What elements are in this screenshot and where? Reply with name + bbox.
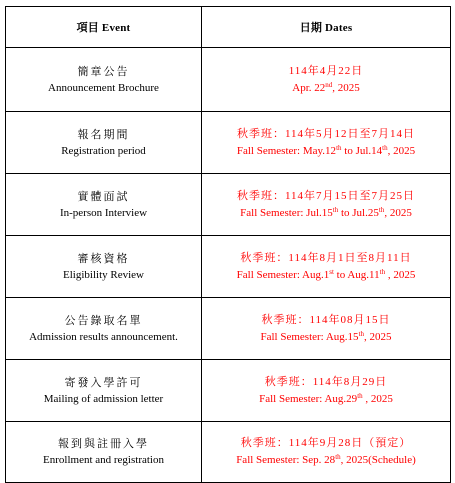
date-english-part: , 2025 [387,144,416,157]
ordinal-suffix: th [336,143,342,152]
table-row [6,298,451,360]
date-english-part: , 2025 [332,81,360,94]
ordinal-suffix: th [382,143,388,152]
date-cell [202,112,451,174]
event-cell [6,112,202,174]
table-row [6,360,451,422]
event-name-chinese: 公告錄取名單 [64,314,143,327]
event-cell [6,174,202,236]
event-name-chinese: 審核資格 [77,252,130,265]
date-chinese: 秋季班：114年08月15日 [261,313,391,326]
date-cell [202,422,451,483]
date-chinese: 秋季班：114年8月29日 [264,375,388,388]
event-name-english: Registration period [61,144,146,157]
date-cell [202,360,451,422]
event-cell [6,422,202,483]
event-name-chinese: 報名期間 [77,128,130,141]
ordinal-suffix: nd [325,80,333,89]
event-name-english: Eligibility Review [63,268,144,281]
date-english-part: Fall Semester: Aug.1 [236,268,330,281]
date-english [206,143,446,160]
date-cell [202,236,451,298]
ordinal-suffix: th [335,453,341,461]
date-cell [202,48,451,112]
event-name-english: Announcement Brochure [48,81,159,94]
event-cell [6,360,202,422]
date-english-part: Fall Semester: Jul.15 [240,206,333,219]
date-english-part: Fall Semester: May.12 [236,144,337,157]
table-row [6,236,451,298]
date-chinese: 114年4月22日 [288,64,364,77]
event-column-header: 項目 Event [6,7,202,48]
date-english-part: , 2025 [362,392,393,405]
ordinal-suffix: th [332,205,339,214]
date-english-part: Fall Semester: Sep. 28 [236,454,336,466]
date-english [206,80,446,97]
date-english-part: , 2025 [384,206,412,219]
table-row [6,174,451,236]
date-english-part: Apr. 22 [292,81,326,94]
event-name-chinese: 實體面試 [77,190,130,203]
date-chinese: 秋季班：114年9月28日（預定） [240,437,412,449]
date-english-part: , 2025 [385,268,416,281]
date-english-part: to Jul.25 [338,206,379,219]
table-row [6,48,451,112]
ordinal-suffix: th [378,205,385,214]
date-english [206,267,446,284]
ordinal-suffix: th [379,267,386,276]
table-row [6,422,451,483]
event-name-english: In-person Interview [59,206,148,219]
date-english-part: Fall Semester: Aug.15 [260,330,359,343]
date-english [206,452,446,469]
date-chinese: 秋季班：114年7月15日至7月25日 [236,189,416,202]
date-english-part: to Jul.14 [341,144,383,157]
ordinal-suffix: st [329,267,334,276]
event-name-chinese: 寄發入學許可 [64,376,143,389]
dates-column-header: 日期 Dates [202,7,451,48]
event-name-english: Enrollment and registration [43,454,164,466]
event-name-chinese: 報到與註冊入學 [58,438,149,450]
event-cell [6,236,202,298]
date-english-part: , 2025 [364,330,392,343]
event-name-english: Mailing of admission letter [43,392,164,405]
date-english-part: Fall Semester: Aug.29 [259,392,358,405]
event-name-chinese: 簡章公告 [77,65,130,78]
event-cell [6,298,202,360]
table-row [6,112,451,174]
date-english [206,205,446,222]
header-row [6,7,451,48]
date-english-part: , 2025(Schedule) [340,454,416,466]
date-cell [202,298,451,360]
date-chinese: 秋季班：114年8月1日至8月11日 [240,251,412,264]
ordinal-suffix: th [358,329,365,338]
date-chinese: 秋季班：114年5月12日至7月14日 [236,127,416,140]
date-english [206,329,446,346]
event-name-english: Admission results announcement. [29,330,178,343]
schedule-table [5,6,451,483]
date-english [206,391,446,408]
ordinal-suffix: th [357,391,363,400]
date-english-part: to Aug.11 [333,268,380,281]
date-cell [202,174,451,236]
event-cell [6,48,202,112]
